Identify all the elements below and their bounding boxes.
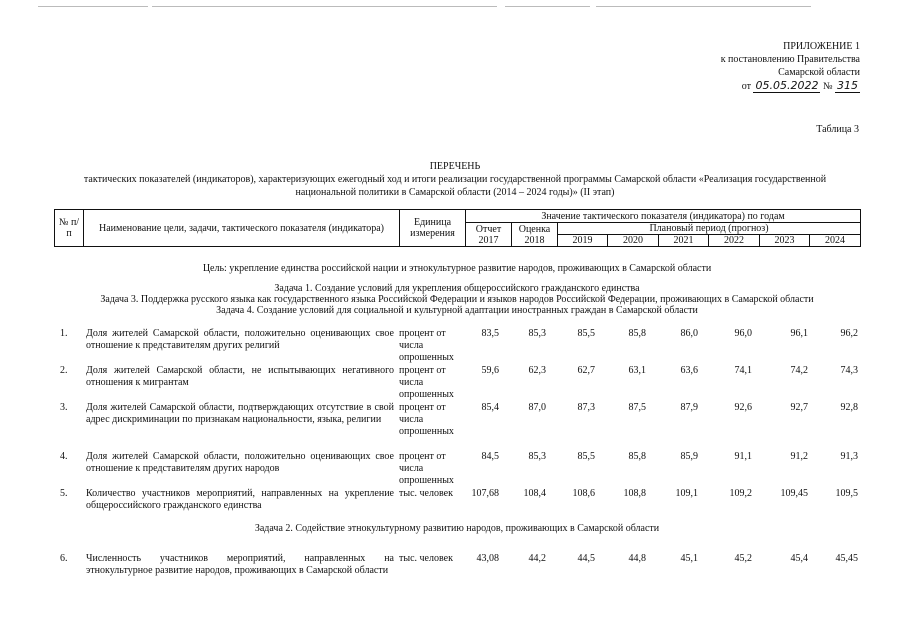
date-prefix: от: [741, 81, 751, 92]
value-2020: 85,8: [628, 451, 646, 462]
task-heading: Задача 4. Создание условий для социальной и культурной адаптации иностранных граждан в Самарской области: [216, 305, 698, 316]
header-year: 2019: [558, 235, 608, 247]
row-number: 4.: [60, 451, 68, 462]
value-2024: 74,3: [840, 365, 858, 376]
value-2022: 91,1: [734, 451, 752, 462]
header-num: № п/п: [55, 210, 84, 247]
indicator-unit: процент от числа опрошенных: [399, 402, 454, 437]
value-2021: 63,6: [680, 365, 698, 376]
value-2024: 109,5: [835, 488, 858, 499]
scan-line: [38, 6, 148, 7]
row-number: 5.: [60, 488, 68, 499]
value-2022: 74,1: [734, 365, 752, 376]
value-2022: 45,2: [734, 553, 752, 564]
header-report: [466, 223, 512, 247]
number-prefix: №: [822, 81, 833, 92]
task-heading: Задача 3. Поддержка русского языка как государственного языка Российской Федерации и языков народов Российской Федерации, проживающих в Самарской области: [100, 294, 814, 305]
title-heading: ПЕРЕЧЕНЬ: [429, 161, 481, 172]
appendix-line-1: к постановлению Правительства: [720, 54, 860, 65]
value-2019: 44,5: [577, 553, 595, 564]
document-title: [50, 160, 860, 199]
scan-line: [505, 6, 590, 7]
indicator-name: Количество участников мероприятий, направленных на укрепление общероссийского гражданского единства: [86, 488, 394, 511]
title-line-1: тактических показателей (индикаторов), характеризующих ежегодный ход и итоги реализации государственной программы Самарской области «Реализация государственной: [83, 174, 827, 185]
value-2020: 63,1: [628, 365, 646, 376]
value-2024: 91,3: [840, 451, 858, 462]
appendix-block: [700, 40, 860, 93]
value-2018: 85,3: [528, 451, 546, 462]
value-2020: 108,8: [623, 488, 646, 499]
value-2022: 96,0: [734, 328, 752, 339]
indicator-name: Доля жителей Самарской области, не испытывающих негативного отношения к мигрантам: [86, 365, 394, 388]
value-2019: 85,5: [577, 328, 595, 339]
scan-line: [152, 6, 497, 7]
value-2019: 85,5: [577, 451, 595, 462]
value-2023: 92,7: [790, 402, 808, 413]
value-2021: 86,0: [680, 328, 698, 339]
value-2017: 84,5: [481, 451, 499, 462]
value-2024: 45,45: [835, 553, 858, 564]
value-2020: 44,8: [628, 553, 646, 564]
task-heading: Задача 2. Содействие этнокультурному развитию народов, проживающих в Самарской области: [254, 523, 660, 534]
value-2018: 87,0: [528, 402, 546, 413]
row-number: 3.: [60, 402, 68, 413]
value-2023: 91,2: [790, 451, 808, 462]
header-values-title: Значение тактического показателя (индикатора) по годам: [466, 210, 861, 223]
indicator-unit: процент от числа опрошенных: [399, 365, 454, 400]
value-2023: 45,4: [790, 553, 808, 564]
indicator-table-header: [54, 209, 861, 247]
goal-line: Цель: укрепление единства российской нации и этнокультурное развитие народов, проживающих в Самарской области: [202, 263, 712, 274]
value-2019: 62,7: [577, 365, 595, 376]
header-year: 2024: [810, 235, 861, 247]
header-plan: Плановый период (прогноз): [558, 223, 861, 235]
indicator-name: Доля жителей Самарской области, подтверждающих отсутствие в свой адрес дискриминации по признакам национальности, языка, религии: [86, 402, 394, 425]
value-2023: 96,1: [790, 328, 808, 339]
indicator-unit: тыс. человек: [399, 553, 453, 564]
task-heading: Задача 1. Создание условий для укрепления общероссийского гражданского единства: [274, 283, 640, 294]
value-2020: 85,8: [628, 328, 646, 339]
header-year: 2021: [659, 235, 709, 247]
value-2017: 107,68: [471, 488, 499, 499]
value-2017: 85,4: [481, 402, 499, 413]
appendix-date-line: [700, 79, 860, 93]
value-2017: 43,08: [476, 553, 499, 564]
header-year: 2023: [760, 235, 810, 247]
value-2018: 62,3: [528, 365, 546, 376]
value-2018: 44,2: [528, 553, 546, 564]
header-unit: Единица измерения: [400, 210, 466, 247]
indicator-unit: тыс. человек: [399, 488, 453, 499]
row-number: 6.: [60, 553, 68, 564]
value-2018: 85,3: [528, 328, 546, 339]
header-year: 2018: [524, 234, 545, 246]
header-estimate: [512, 223, 558, 247]
value-2019: 87,3: [577, 402, 595, 413]
value-2023: 74,2: [790, 365, 808, 376]
indicator-name: Доля жителей Самарской области, положительно оценивающих свое отношение к представителям других религий: [86, 328, 394, 351]
value-2021: 109,1: [675, 488, 698, 499]
row-number: 2.: [60, 365, 68, 376]
header-name: Наименование цели, задачи, тактического показателя (индикатора): [84, 210, 400, 247]
header-year: 2020: [608, 235, 659, 247]
value-2017: 59,6: [481, 365, 499, 376]
value-2021: 85,9: [680, 451, 698, 462]
header-estimate-label: Оценка: [518, 223, 551, 235]
value-2022: 109,2: [729, 488, 752, 499]
header-year: 2017: [478, 234, 499, 246]
header-report-label: Отчет: [475, 223, 502, 235]
value-2022: 92,6: [734, 402, 752, 413]
value-2023: 109,45: [780, 488, 808, 499]
indicator-unit: процент от числа опрошенных: [399, 451, 454, 486]
value-2024: 96,2: [840, 328, 858, 339]
value-2021: 45,1: [680, 553, 698, 564]
indicator-unit: процент от числа опрошенных: [399, 328, 454, 363]
value-2018: 108,4: [523, 488, 546, 499]
value-2019: 108,6: [572, 488, 595, 499]
appendix-date: 05.05.2022: [755, 79, 819, 92]
appendix-heading: ПРИЛОЖЕНИЕ 1: [783, 41, 860, 52]
title-line-2: национальной политики в Самарской области (2014 – 2024 годы)» (II этап): [295, 187, 615, 198]
scan-line: [596, 6, 811, 7]
value-2020: 87,5: [628, 402, 646, 413]
table-number: Таблица 3: [816, 124, 859, 135]
value-2017: 83,5: [481, 328, 499, 339]
indicator-name: Доля жителей Самарской области, положительно оценивающих свое отношение к представителям других народов: [86, 451, 394, 474]
value-2024: 92,8: [840, 402, 858, 413]
header-year: 2022: [709, 235, 760, 247]
appendix-line-2: Самарской области: [778, 67, 860, 78]
appendix-number: 315: [837, 79, 858, 92]
indicator-name: Численность участников мероприятий, направленных на этнокультурное развитие народов, проживающих в Самарской области: [86, 553, 394, 576]
row-number: 1.: [60, 328, 68, 339]
value-2021: 87,9: [680, 402, 698, 413]
